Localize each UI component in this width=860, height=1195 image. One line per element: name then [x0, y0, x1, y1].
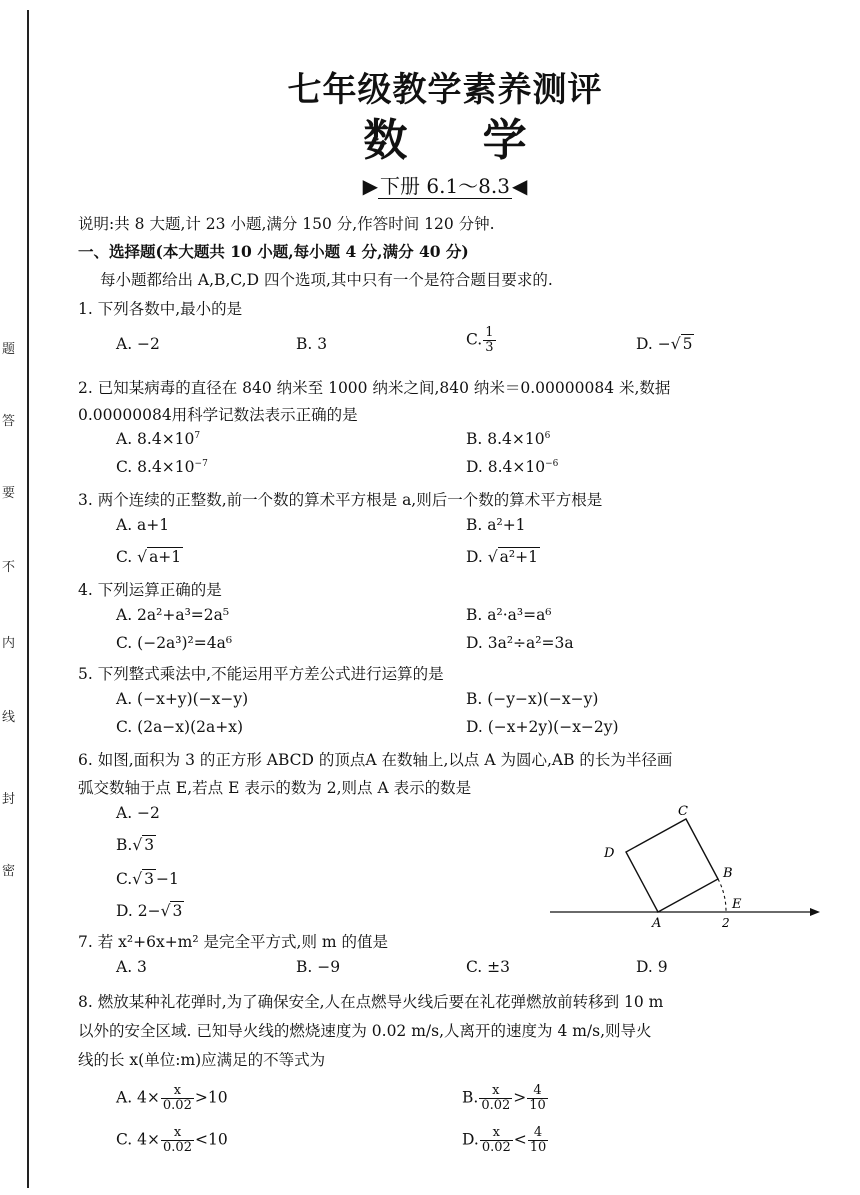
q1-stem: 1. 下列各数中,最小的是	[78, 300, 243, 318]
right-triangle-icon: ▶	[362, 174, 378, 198]
q8-option-a	[116, 1084, 228, 1113]
q6-option-d: D. 2−√ 3	[116, 902, 183, 920]
gutter-char: 答	[2, 414, 16, 429]
relation: <	[513, 1130, 527, 1149]
q7-option-b: B. −9	[296, 958, 341, 976]
q3-option-a: A. a+1	[116, 516, 170, 534]
option-tail: −1	[156, 870, 179, 888]
exponent: 6	[544, 430, 551, 441]
gutter-char: 要	[2, 486, 16, 501]
scope-text: 下册 6.1～8.3	[380, 174, 510, 198]
option-tail: >10	[194, 1088, 228, 1107]
q8-option-b	[462, 1084, 549, 1113]
numerator: 4	[527, 1084, 548, 1099]
q3-option-c: C. √ a+1	[116, 548, 182, 566]
section-heading: 一、选择题(本大题共 10 小题,每小题 4 分,满分 40 分)	[78, 242, 469, 261]
q1-option-c	[466, 326, 497, 355]
q6-figure	[540, 795, 830, 935]
option-label: C.	[466, 330, 483, 349]
label-d: D	[604, 846, 615, 861]
denominator: 0.02	[163, 1140, 192, 1155]
axis-arrow-icon	[810, 908, 820, 916]
gutter-char: 不	[2, 560, 16, 575]
q6-option-c: C.√ 3 −1	[116, 870, 179, 888]
option-label: B.	[462, 1088, 479, 1107]
fraction	[483, 326, 495, 355]
q5-option-a: A. (−x+y)(−x−y)	[116, 690, 249, 708]
label-c: C	[678, 804, 688, 819]
exponent: 7	[194, 430, 201, 441]
exam-title: 七年级教学素养测评	[287, 70, 603, 110]
q6-option-b: B.√ 3	[116, 836, 155, 854]
denominator: 0.02	[162, 1098, 192, 1113]
radicand: 3	[172, 902, 183, 920]
option-label: C.	[116, 548, 138, 566]
option-label: D. 2−	[116, 902, 161, 920]
scope-banner	[0, 170, 860, 199]
relation: >	[513, 1088, 527, 1107]
label-e: E	[732, 897, 742, 912]
q5-option-c: C. (2a−x)(2a+x)	[116, 718, 244, 736]
q2-option-c	[116, 458, 208, 476]
numerator: x	[161, 1084, 194, 1099]
q4-option-c: C. (−2a³)²=4a⁶	[116, 634, 233, 652]
denominator: 0.02	[481, 1140, 511, 1155]
label-two: 2	[722, 916, 730, 930]
numerator: x	[479, 1084, 512, 1099]
q7-option-c: C. ±3	[466, 958, 511, 976]
q6-option-a: A. −2	[116, 804, 160, 822]
option-label: C. 4×	[116, 1130, 161, 1149]
numerator: x	[480, 1126, 513, 1141]
denominator: 3	[485, 340, 494, 355]
numerator: 4	[528, 1126, 549, 1141]
instructions: 说明:共 8 大题,计 23 小题,满分 150 分,作答时间 120 分钟.	[78, 215, 495, 233]
q2-option-d	[466, 458, 558, 476]
arc-be	[718, 879, 726, 912]
q8-stem-line3: 线的长 x(单位:m)应满足的不等式为	[78, 1051, 326, 1069]
fraction	[527, 1084, 548, 1113]
q7-option-d: D. 9	[636, 958, 668, 976]
fraction	[528, 1126, 549, 1155]
q1-option-a: A. −2	[116, 335, 160, 353]
option-label: D.	[466, 548, 488, 566]
q3-option-b: B. a²+1	[466, 516, 526, 534]
label-b: B	[723, 866, 733, 881]
q3-stem: 3. 两个连续的正整数,前一个数的算术平方根是 a,则后一个数的算术平方根是	[78, 491, 603, 509]
q5-option-b: B. (−y−x)(−x−y)	[466, 690, 599, 708]
q4-option-a: A. 2a²+a³=2a⁵	[116, 606, 230, 624]
option-label: B.	[116, 836, 133, 854]
option-label: C.	[116, 870, 133, 888]
option-label: A. 4×	[116, 1088, 160, 1107]
q7-option-a: A. 3	[116, 958, 147, 976]
q3-option-d: D. √ a²+1	[466, 548, 538, 566]
q4-option-d: D. 3a²÷a²=3a	[466, 634, 574, 652]
option-text: A. 8.4×10	[116, 430, 195, 448]
q8-option-d	[462, 1126, 549, 1155]
gutter-char: 内	[2, 636, 16, 651]
radicand: 3	[144, 870, 154, 888]
radicand: a²+1	[499, 548, 538, 566]
exponent: −7	[194, 458, 208, 469]
square-abcd	[626, 819, 718, 912]
q8-stem-line1: 8. 燃放某种礼花弹时,为了确保安全,人在点燃导火线后要在礼花弹燃放前转移到 10 m	[78, 993, 664, 1011]
fraction	[479, 1084, 512, 1113]
fraction	[161, 1126, 194, 1155]
radicand: 5	[682, 335, 693, 353]
denominator: 0.02	[481, 1098, 511, 1113]
q2-option-b	[466, 430, 550, 448]
q1-option-b: B. 3	[296, 335, 328, 353]
q2-stem-line1: 2. 已知某病毒的直径在 840 纳米至 1000 纳米之间,840 纳米＝0.00000084 米,数据	[78, 379, 671, 397]
q2-stem-line2: 0.00000084用科学记数法表示正确的是	[78, 406, 358, 424]
section-note: 每小题都给出 A,B,C,D 四个选项,其中只有一个是符合题目要求的.	[100, 271, 553, 289]
denominator: 10	[529, 1140, 547, 1155]
numerator: x	[161, 1126, 194, 1141]
option-text: B. 8.4×10	[466, 430, 545, 448]
radicand: a+1	[149, 548, 182, 566]
q4-stem: 4. 下列运算正确的是	[78, 581, 222, 599]
gutter-char: 题	[2, 342, 16, 357]
subject-title: 数 学	[363, 115, 527, 166]
q6-stem-line1: 6. 如图,面积为 3 的正方形 ABCD 的顶点A 在数轴上,以点 A 为圆心,AB 的长为半径画	[78, 751, 673, 769]
option-label: D.	[462, 1130, 479, 1149]
fraction	[161, 1084, 194, 1113]
q8-stem-line2: 以外的安全区域. 已知导火线的燃烧速度为 0.02 m/s,人离开的速度为 4 m/s,则导火	[78, 1022, 652, 1040]
gutter-char: 密	[2, 864, 16, 879]
gutter-char: 线	[2, 710, 16, 725]
q4-option-b: B. a²·a³=a⁶	[466, 606, 552, 624]
q8-option-c	[116, 1126, 228, 1155]
q5-option-d: D. (−x+2y)(−x−2y)	[466, 718, 619, 736]
option-tail: <10	[194, 1130, 228, 1149]
label-a: A	[652, 916, 662, 931]
option-label: D. −	[636, 335, 671, 353]
radicand: 3	[144, 836, 155, 854]
q7-stem: 7. 若 x²+6x+m² 是完全平方式,则 m 的值是	[78, 933, 388, 951]
option-text: D. 8.4×10	[466, 458, 546, 476]
left-triangle-icon: ◀	[511, 174, 528, 198]
q1-option-d: D. −√ 5	[636, 335, 693, 353]
q5-stem: 5. 下列整式乘法中,不能运用平方差公式进行运算的是	[78, 665, 444, 683]
exponent: −6	[545, 458, 559, 469]
fraction	[480, 1126, 513, 1155]
q2-option-a	[116, 430, 200, 448]
denominator: 10	[529, 1098, 546, 1113]
q6-stem-line2: 弧交数轴于点 E,若点 E 表示的数为 2,则点 A 表示的数是	[78, 779, 472, 797]
numerator: 1	[485, 325, 494, 340]
option-text: C. 8.4×10	[116, 458, 195, 476]
gutter-char: 封	[2, 792, 16, 807]
